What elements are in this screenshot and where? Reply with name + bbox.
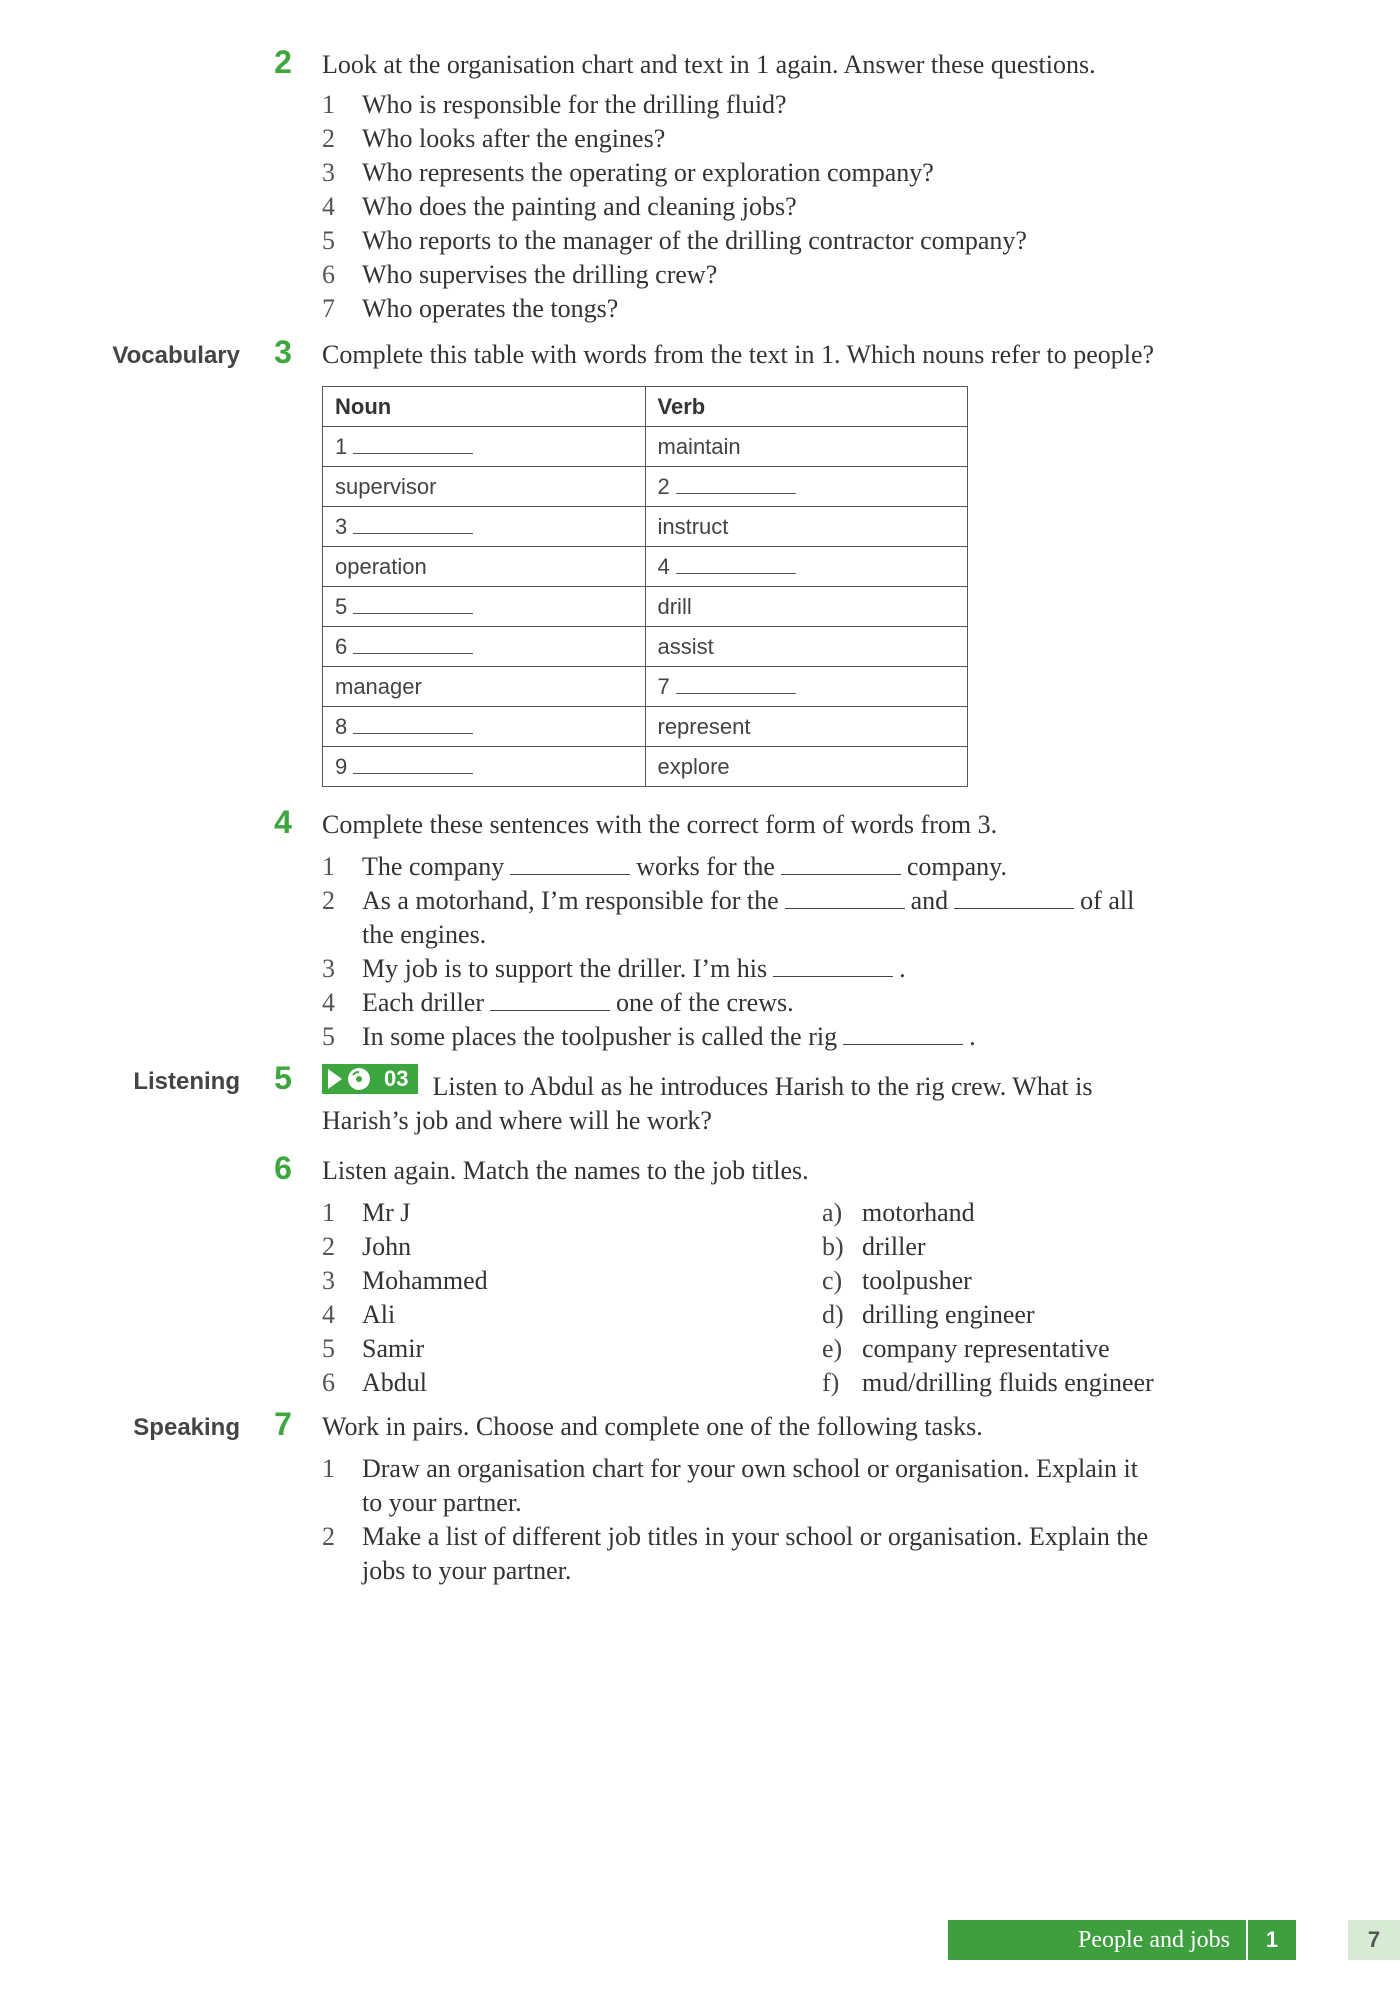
column-header-verb: Verb xyxy=(645,387,968,427)
answer-blank[interactable] xyxy=(785,888,905,909)
cell-text: operation xyxy=(335,553,427,579)
answer-blank[interactable] xyxy=(353,595,473,614)
job-title: driller xyxy=(862,1232,926,1261)
matching-grid xyxy=(322,1196,1332,1400)
job-item xyxy=(822,1196,975,1230)
job-title: company representative xyxy=(862,1334,1110,1363)
sentence-text: of all xyxy=(1080,886,1135,915)
question-text: Who operates the tongs? xyxy=(362,294,619,323)
item-letter: e) xyxy=(822,1334,843,1363)
answer-blank[interactable] xyxy=(773,956,893,977)
table-cell-noun xyxy=(323,627,646,667)
match-row xyxy=(322,1196,1332,1230)
name-item xyxy=(322,1332,822,1366)
cell-text: 9 xyxy=(335,753,348,779)
cell-text: instruct xyxy=(657,513,729,539)
person-name: Abdul xyxy=(362,1368,427,1397)
question-text: Who is responsible for the drilling fluid? xyxy=(362,90,787,119)
question-text: Who looks after the engines? xyxy=(362,124,666,153)
answer-blank[interactable] xyxy=(676,555,796,574)
answer-blank[interactable] xyxy=(510,854,630,875)
match-row xyxy=(322,1230,1332,1264)
item-number: 5 xyxy=(322,226,335,255)
item-letter: c) xyxy=(822,1266,843,1295)
page-number: 7 xyxy=(1348,1920,1400,1960)
name-item xyxy=(322,1298,822,1332)
exercise-number: 7 xyxy=(274,1406,292,1442)
person-name: Mohammed xyxy=(362,1266,488,1295)
item-number: 4 xyxy=(322,192,335,221)
answer-blank[interactable] xyxy=(353,715,473,734)
job-item xyxy=(822,1264,972,1298)
item-number: 6 xyxy=(322,1368,335,1397)
sentence-text: . xyxy=(969,1022,976,1051)
table-cell-noun xyxy=(323,467,646,507)
answer-blank[interactable] xyxy=(781,854,901,875)
name-item xyxy=(322,1264,822,1298)
item-letter: a) xyxy=(822,1198,843,1227)
question-item xyxy=(322,190,1332,224)
question-text: Who represents the operating or exploration company? xyxy=(362,158,934,187)
cell-text: supervisor xyxy=(335,473,437,499)
answer-blank[interactable] xyxy=(353,635,473,654)
instruction-line: Listen to Abdul as he introduces Harish to the rig crew. What is xyxy=(432,1072,1093,1101)
task-line: Draw an organisation chart for your own school or organisation. Explain it xyxy=(362,1454,1138,1483)
cell-text: manager xyxy=(335,673,422,699)
task-line: to your partner. xyxy=(362,1488,522,1517)
vocabulary-table xyxy=(322,386,968,787)
footer-unit-bar xyxy=(948,1920,1296,1960)
job-item xyxy=(822,1298,1035,1332)
table-cell-verb xyxy=(645,547,968,587)
answer-blank[interactable] xyxy=(676,675,796,694)
item-number: 2 xyxy=(322,1522,335,1551)
track-number: 03 xyxy=(384,1066,409,1091)
question-text: Who does the painting and cleaning jobs? xyxy=(362,192,797,221)
cell-text: assist xyxy=(657,633,714,659)
exercise-instruction: Listen again. Match the names to the job titles. xyxy=(322,1156,809,1185)
item-number: 4 xyxy=(322,1300,335,1329)
name-item xyxy=(322,1230,822,1264)
table-cell-verb xyxy=(645,707,968,747)
question-item xyxy=(322,258,1332,292)
job-item xyxy=(822,1366,1154,1400)
answer-blank[interactable] xyxy=(954,888,1074,909)
item-number: 5 xyxy=(322,1334,335,1363)
table-cell-verb xyxy=(645,427,968,467)
item-number: 2 xyxy=(322,1232,335,1261)
item-number: 2 xyxy=(322,886,335,915)
table-row xyxy=(323,547,968,587)
unit-title: People and jobs xyxy=(1078,1926,1230,1953)
sentence-text: In some places the toolpusher is called the rig xyxy=(362,1022,838,1051)
question-list xyxy=(322,88,1332,326)
job-title: toolpusher xyxy=(862,1266,972,1295)
section-label-speaking: Speaking xyxy=(133,1414,240,1441)
sentence-text: and xyxy=(910,886,949,915)
cell-text: 8 xyxy=(335,713,348,739)
item-number: 1 xyxy=(322,90,335,119)
table-row xyxy=(323,667,968,707)
person-name: Mr J xyxy=(362,1198,411,1227)
table-cell-noun xyxy=(323,507,646,547)
item-number: 4 xyxy=(322,988,335,1017)
answer-blank[interactable] xyxy=(843,1024,963,1045)
table-cell-noun xyxy=(323,707,646,747)
section-label-listening: Listening xyxy=(133,1068,240,1095)
match-row xyxy=(322,1366,1332,1400)
audio-track-badge[interactable] xyxy=(322,1064,418,1094)
item-number: 1 xyxy=(322,1454,335,1483)
play-cd-icon xyxy=(326,1066,378,1092)
item-number: 7 xyxy=(322,294,335,323)
cell-text: 2 xyxy=(657,473,670,499)
sentence-5 xyxy=(322,1020,1332,1054)
sentence-text: . xyxy=(899,954,906,983)
table-cell-verb xyxy=(645,747,968,787)
table-cell-verb xyxy=(645,587,968,627)
sentence-text: the engines. xyxy=(362,920,487,949)
item-number: 3 xyxy=(322,1266,335,1295)
sentence-1 xyxy=(322,850,1332,884)
table-row xyxy=(323,507,968,547)
item-number: 1 xyxy=(322,1198,335,1227)
task-line: jobs to your partner. xyxy=(362,1556,572,1585)
exercise-instruction: Complete this table with words from the text in 1. Which nouns refer to people? xyxy=(322,340,1155,369)
exercise-instruction: Complete these sentences with the correct form of words from 3. xyxy=(322,810,998,839)
cell-text: explore xyxy=(657,753,730,779)
exercise-number: 3 xyxy=(274,334,292,370)
exercise-instruction: Look at the organisation chart and text in 1 again. Answer these questions. xyxy=(322,50,1096,79)
table-row xyxy=(323,747,968,787)
exercise-instruction: Work in pairs. Choose and complete one of the following tasks. xyxy=(322,1412,983,1441)
task-item xyxy=(322,1452,1332,1520)
cell-text: drill xyxy=(657,593,692,619)
table-cell-verb xyxy=(645,667,968,707)
job-item xyxy=(822,1230,926,1264)
question-item xyxy=(322,88,1332,122)
exercise-number: 6 xyxy=(274,1150,292,1186)
cell-text: 4 xyxy=(657,553,670,579)
table-cell-verb xyxy=(645,467,968,507)
column-header-noun: Noun xyxy=(323,387,646,427)
table-row xyxy=(323,427,968,467)
job-title: drilling engineer xyxy=(862,1300,1035,1329)
table-header-row xyxy=(323,387,968,427)
person-name: Samir xyxy=(362,1334,425,1363)
question-item xyxy=(322,122,1332,156)
table-row xyxy=(323,707,968,747)
section-label-vocabulary: Vocabulary xyxy=(112,342,240,369)
table-cell-verb xyxy=(645,627,968,667)
item-number: 2 xyxy=(322,124,335,153)
table-row xyxy=(323,587,968,627)
task-list xyxy=(322,1452,1332,1588)
person-name: John xyxy=(362,1232,412,1261)
answer-blank[interactable] xyxy=(353,515,473,534)
cell-text: 5 xyxy=(335,593,348,619)
sentence-3 xyxy=(322,952,1332,986)
match-row xyxy=(322,1298,1332,1332)
question-item xyxy=(322,156,1332,190)
cell-text: maintain xyxy=(657,433,741,459)
sentence-text: The company xyxy=(362,852,505,881)
item-number: 1 xyxy=(322,852,335,881)
item-letter: b) xyxy=(822,1232,844,1261)
sentence-list xyxy=(322,850,1332,1054)
table-cell-noun xyxy=(323,427,646,467)
sentence-text: My job is to support the driller. I’m his xyxy=(362,954,768,983)
table-cell-noun xyxy=(323,547,646,587)
cell-text: 1 xyxy=(335,433,348,459)
sentence-2 xyxy=(322,884,1332,918)
item-letter: f) xyxy=(822,1368,840,1397)
task-text xyxy=(362,1520,1332,1588)
cell-text: 3 xyxy=(335,513,348,539)
person-name: Ali xyxy=(362,1300,396,1329)
match-row xyxy=(322,1264,1332,1298)
job-title: mud/drilling fluids engineer xyxy=(862,1368,1154,1397)
cell-text: 7 xyxy=(657,673,670,699)
sentence-text: company. xyxy=(906,852,1007,881)
job-item xyxy=(822,1332,1110,1366)
item-number: 6 xyxy=(322,260,335,289)
question-item xyxy=(322,224,1332,258)
answer-blank[interactable] xyxy=(353,755,473,774)
task-text xyxy=(362,1452,1332,1520)
sentence-text: works for the xyxy=(636,852,775,881)
question-text: Who reports to the manager of the drilling contractor company? xyxy=(362,226,1027,255)
exercise-number: 4 xyxy=(274,804,292,840)
table-row xyxy=(323,627,968,667)
sentence-4 xyxy=(322,986,1332,1020)
exercise-number: 5 xyxy=(274,1060,292,1096)
exercise-number: 2 xyxy=(274,44,292,80)
item-number: 3 xyxy=(322,158,335,187)
name-item xyxy=(322,1366,822,1400)
name-item xyxy=(322,1196,822,1230)
question-item xyxy=(322,292,1332,326)
instruction-line: Harish’s job and where will he work? xyxy=(322,1106,712,1135)
item-number: 3 xyxy=(322,954,335,983)
match-row xyxy=(322,1332,1332,1366)
sentence-text: one of the crews. xyxy=(616,988,794,1017)
task-item xyxy=(322,1520,1332,1588)
task-line: Make a list of different job titles in your school or organisation. Explain the xyxy=(362,1522,1149,1551)
table-cell-noun xyxy=(323,747,646,787)
answer-blank[interactable] xyxy=(353,435,473,454)
item-number: 5 xyxy=(322,1022,335,1051)
table-row xyxy=(323,467,968,507)
sentence-text: Each driller xyxy=(362,988,484,1017)
unit-number: 1 xyxy=(1246,1920,1296,1960)
sentence-text: As a motorhand, I’m responsible for the xyxy=(362,886,779,915)
item-letter: d) xyxy=(822,1300,844,1329)
answer-blank[interactable] xyxy=(676,475,796,494)
cell-text: 6 xyxy=(335,633,348,659)
job-title: motorhand xyxy=(862,1198,975,1227)
question-text: Who supervises the drilling crew? xyxy=(362,260,718,289)
table-cell-noun xyxy=(323,587,646,627)
table-cell-verb xyxy=(645,507,968,547)
cell-text: represent xyxy=(657,713,751,739)
exercise-instruction xyxy=(322,1064,1332,1138)
answer-blank[interactable] xyxy=(490,990,610,1011)
sentence-2-continued xyxy=(322,918,1332,952)
table-cell-noun xyxy=(323,667,646,707)
